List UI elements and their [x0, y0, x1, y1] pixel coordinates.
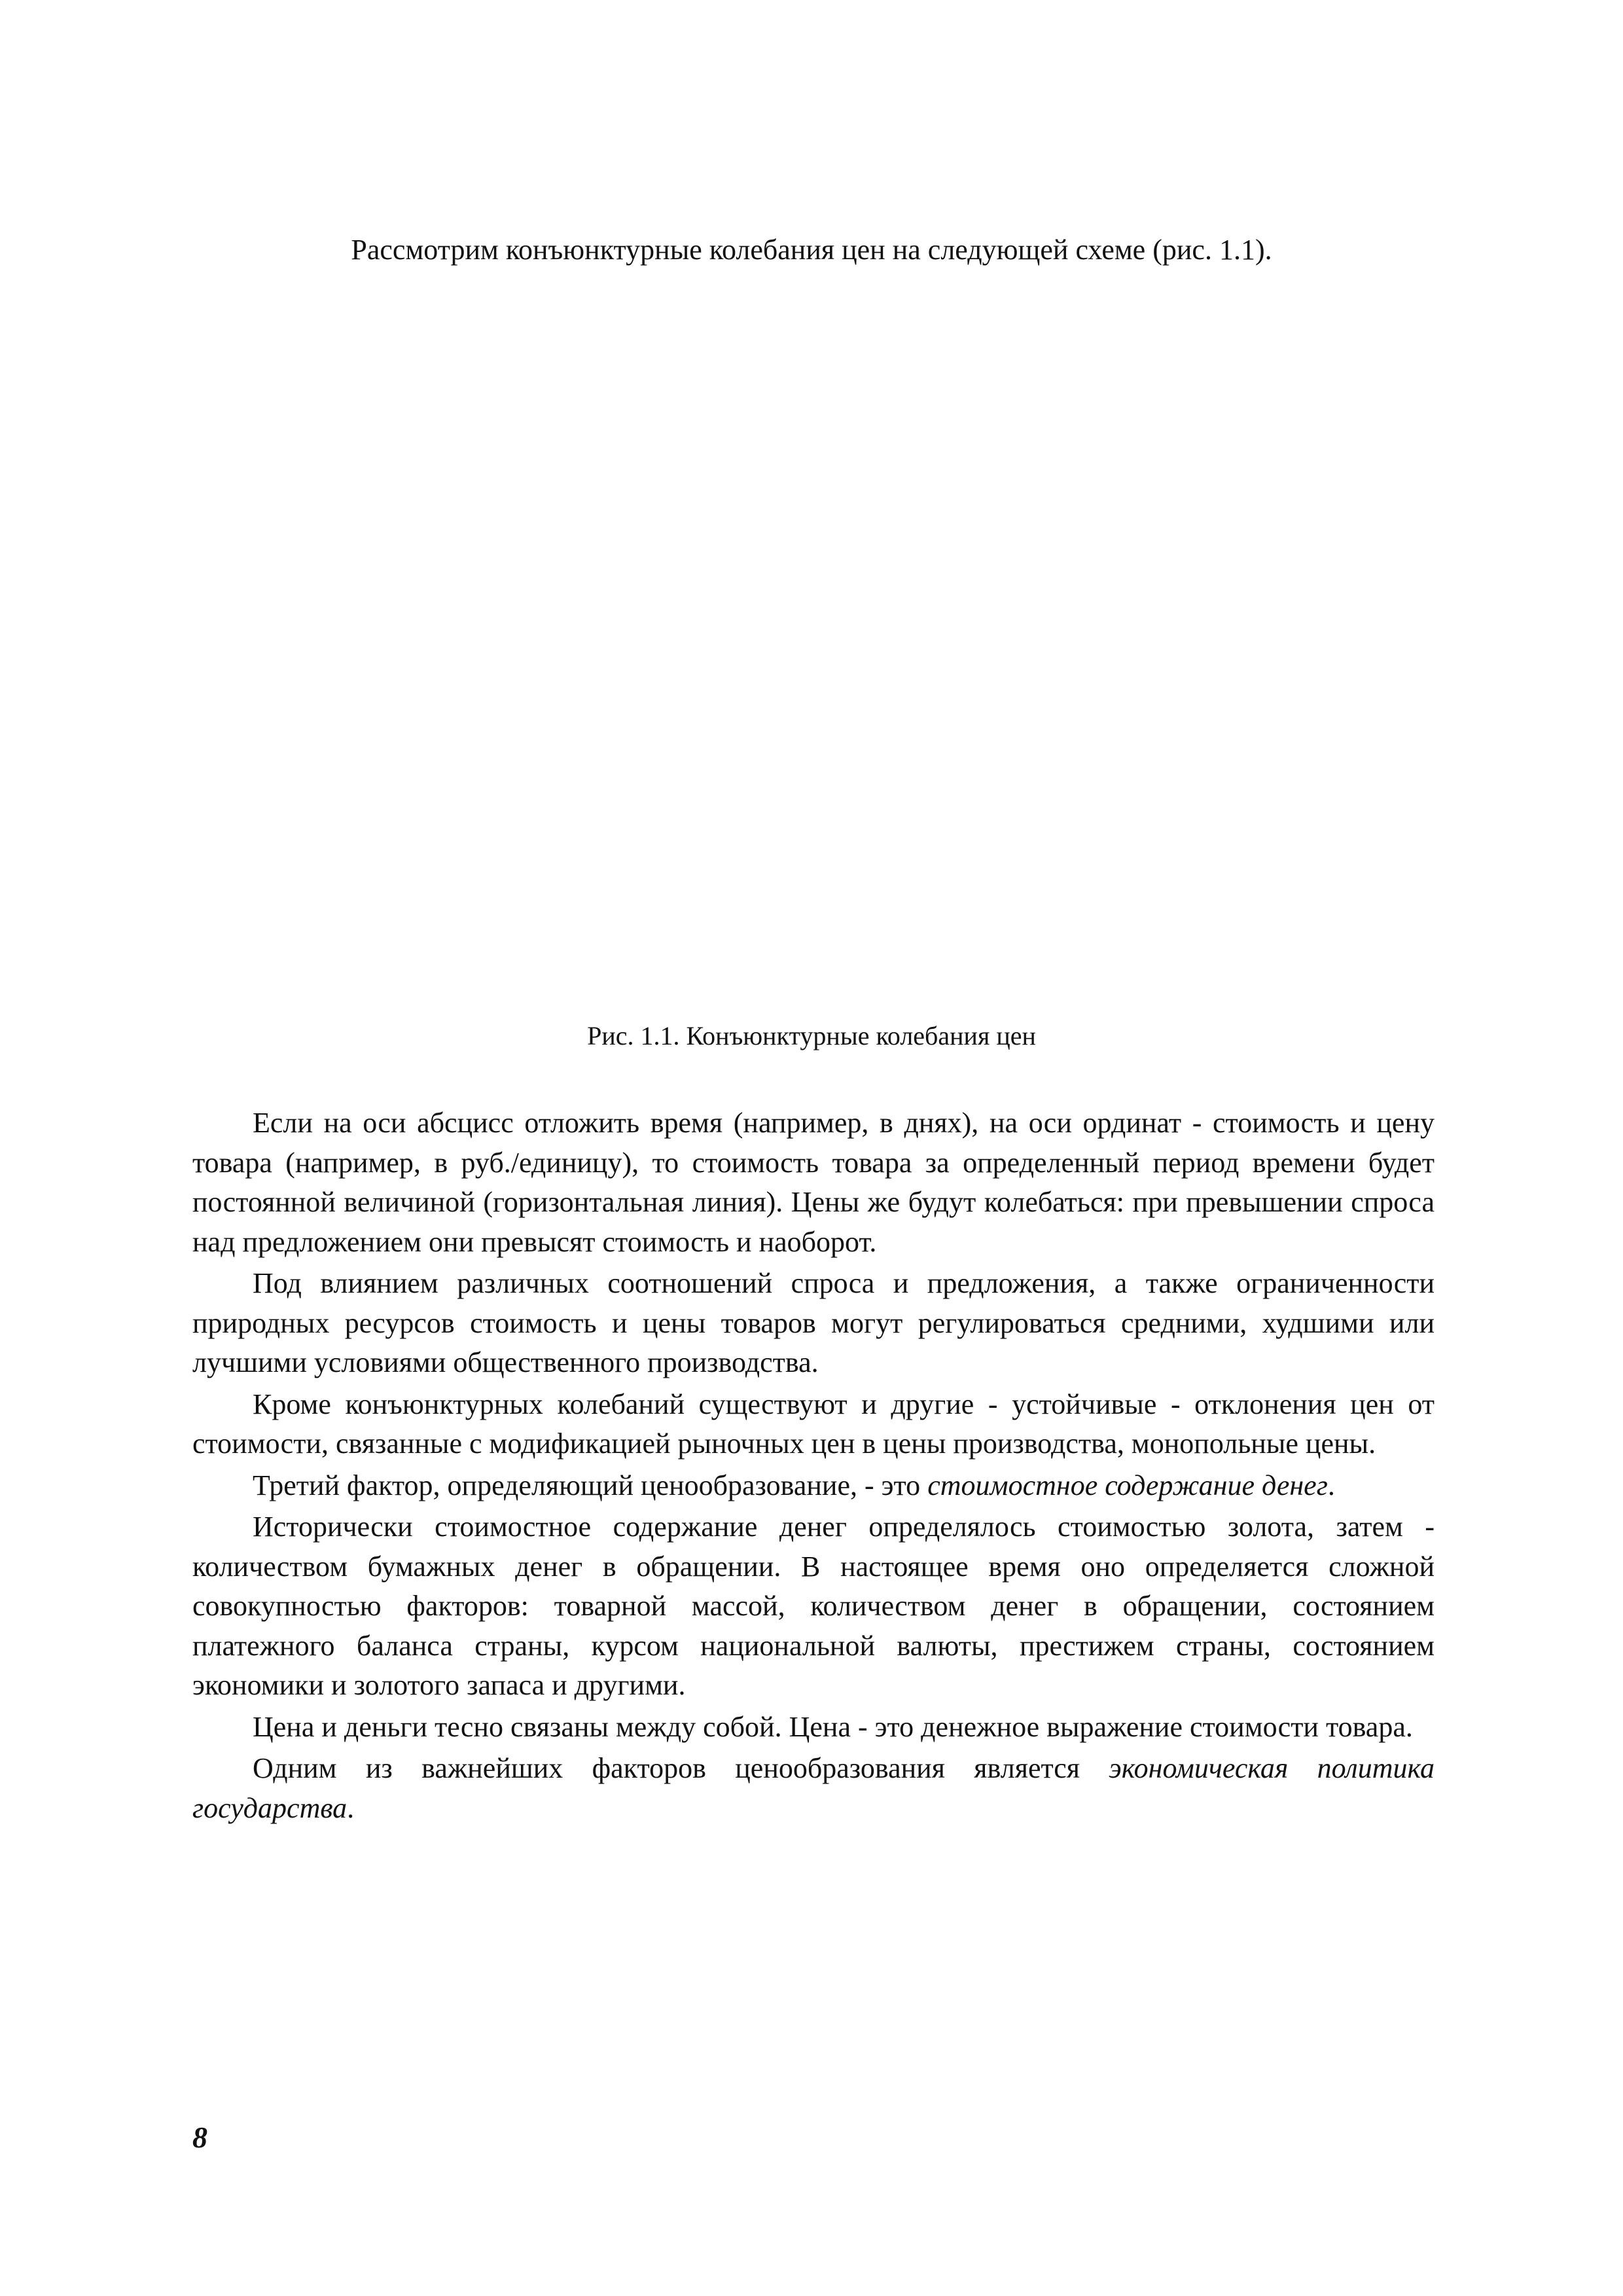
- paragraph-5: [192, 1507, 1435, 1706]
- paragraph-7: [192, 1749, 1435, 1828]
- paragraph-text: Третий фактор, определяющий ценообразование, - это: [253, 1469, 928, 1501]
- paragraph-text: Под влиянием различных соотношений спроса и предложения, а также ограниченности природных ресурсов стоимость и цены товаров могут регулироваться средними, худшими или лучшими условиями общественного производства.: [192, 1267, 1435, 1378]
- paragraph-text: Исторически стоимостное содержание денег определялось стоимостью золота, затем - количеством бумажных денег в обращении. В настоящее время оно определяется сложной совокупностью факторов: товарной массой, количеством денег в обращении, состоянием платежного баланса страны, курсом национальной валюты, престижем страны, состоянием экономики и золотого запаса и другими.: [192, 1511, 1435, 1701]
- figure-placeholder: [196, 301, 1427, 988]
- emphasis-term: экономическая политика государства: [192, 1752, 1435, 1824]
- paragraph-text: Если на оси абсцисс отложить время (например, в днях), на оси ординат - стоимость и цену товара (например, в руб./единицу), то стоимость товара за определенный период времени будет постоянной величиной (горизонтальная линия). Цены же будут колебаться: при превышении спроса над предложением они превысят стоимость и наоборот.: [192, 1107, 1435, 1258]
- paragraph-end: .: [347, 1791, 355, 1824]
- figure-caption: Рис. 1.1. Конъюнктурные колебания цен: [587, 1021, 1036, 1050]
- paragraph-text: Кроме конъюнктурных колебаний существуют и другие - устойчивые - отклонения цен от стоимости, связанные с модификацией рыночных цен в цены производства, монопольные цены.: [192, 1388, 1435, 1460]
- paragraph-6: [192, 1708, 1435, 1748]
- paragraph-1: [192, 1103, 1435, 1262]
- body-text: [192, 1103, 1435, 1830]
- page-number: 8: [192, 2121, 207, 2154]
- paragraph-3: [192, 1385, 1435, 1464]
- paragraph-text: Одним из важнейших факторов ценообразования является: [253, 1752, 1109, 1784]
- paragraph-2: [192, 1264, 1435, 1383]
- paragraph-text: Цена и деньги тесно связаны между собой. Цена - это денежное выражение стоимости товара.: [253, 1710, 1413, 1743]
- emphasis-term: стоимостное содержание денег: [927, 1469, 1328, 1501]
- paragraph-4: [192, 1466, 1435, 1506]
- paragraph-end: .: [1327, 1469, 1335, 1501]
- intro-sentence: Рассмотрим конъюнктурные колебания цен на следующей схеме (рис. 1.1).: [351, 234, 1272, 266]
